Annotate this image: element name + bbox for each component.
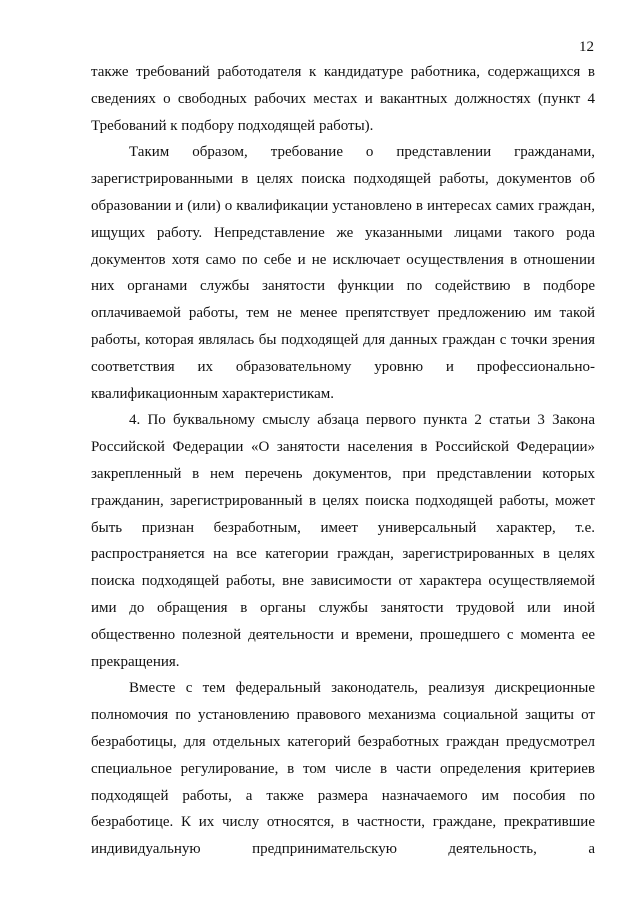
paragraph-numbered-4: 4. По буквальному смыслу абзаца первого пункта 2 статьи 3 Закона Российской Федерации «О занятости населения в Российской Федерации» закрепленный в нем перечень документов, при представлении которых гражданин, зарегистрированный в целях поиска подходящей работы, может быть признан безработным, имеет универсальный характер, т.е. распространяется на все категории граждан, зарегистрированных в целях поиска подходящей работы, вне зависимости от характера осуществляемой ими до обращения в органы службы занятости трудовой или иной общественно полезной деятельности и времени, прошедшего с момента ее прекращения. bbox=[91, 412, 595, 670]
paragraph: Вместе с тем федеральный законодатель, реализуя дискреционные полномочия по установлению правового механизма социальной защиты от безработицы, для отдельных категорий безработных граждан предусмотрел специальное регулирование, в том числе в части определения критериев подходящей работы, а также размера назначаемого им пособия по безработице. К их числу относятся, в частности, граждане, прекратившие индивидуальную предпринимательскую деятельность, а bbox=[91, 680, 595, 858]
page-number: 12 bbox=[579, 39, 594, 55]
paragraph: Таким образом, требование о представлении гражданами, зарегистрированными в целях поиска подходящей работы, документов об образовании и (или) о квалификации установлено в интересах самих граждан, ищущих работу. Непредставление же указанными лицами такого рода документов хотя само по себе и не исключает осуществления в отношении них органами службы занятости функции по содействию в подборе оплачиваемой работы, тем не менее препятствует предложению им такой работы, которая являлась бы подходящей для данных граждан с точки зрения соответствия их образовательному уровню и профессионально-квалификационным характеристикам. bbox=[91, 144, 595, 402]
paragraph-continuation: также требований работодателя к кандидатуре работника, содержащихся в сведениях о свободных рабочих местах и вакантных должностях (пункт 4 Требований к подбору подходящей работы). bbox=[91, 64, 595, 134]
document-body bbox=[91, 59, 595, 863]
